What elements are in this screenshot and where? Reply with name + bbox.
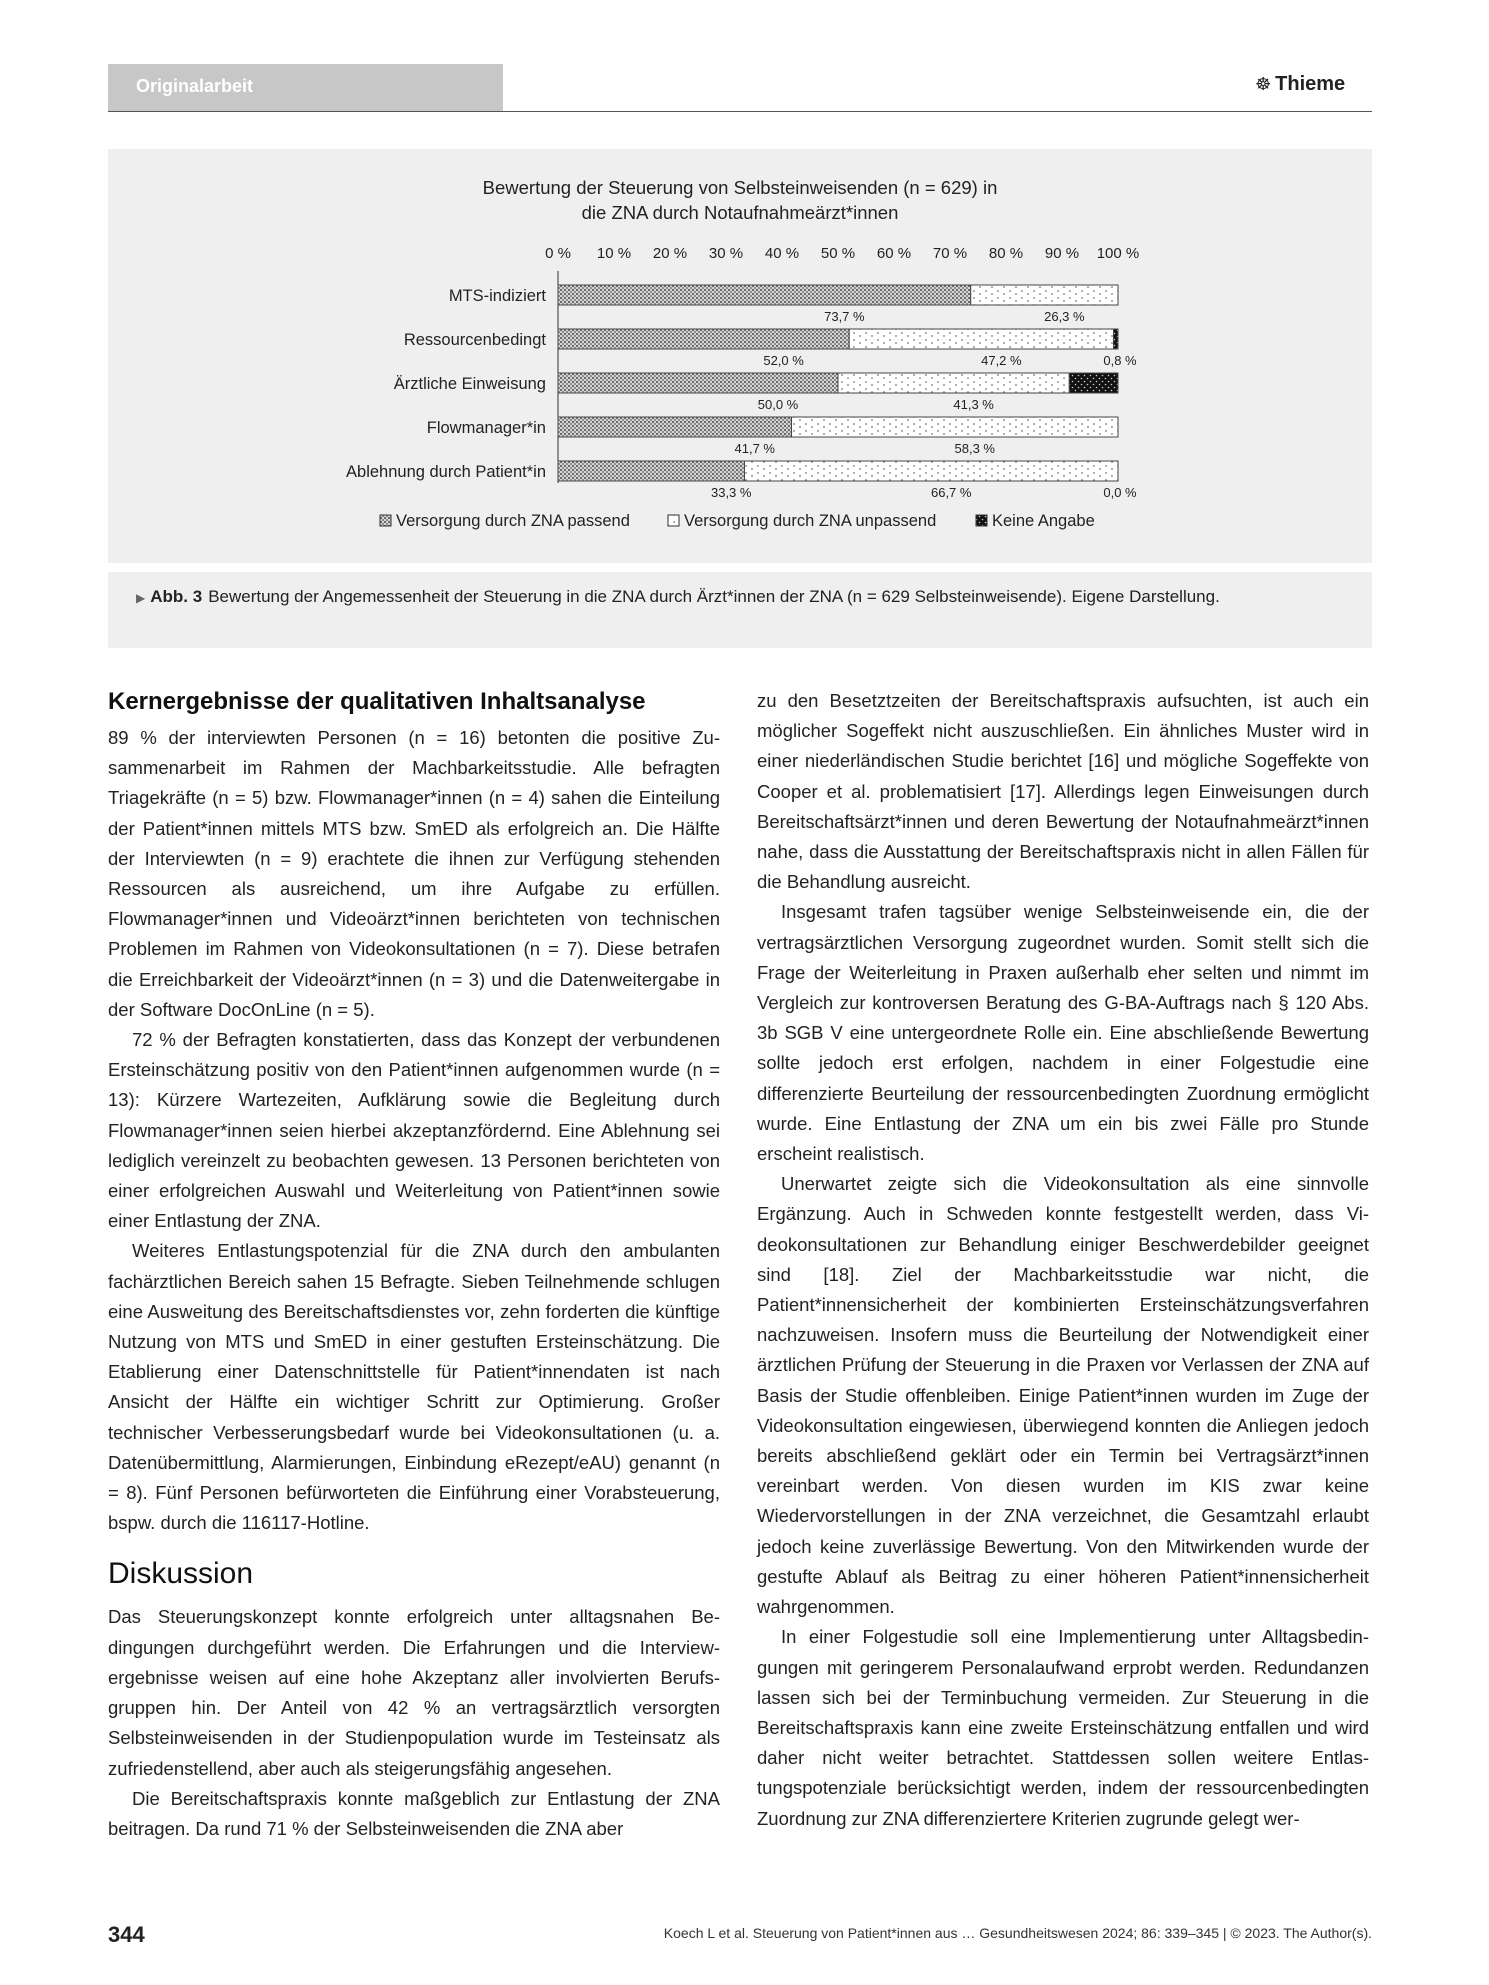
data-label: 47,2 %	[981, 353, 1022, 368]
data-label: 52,0 %	[763, 353, 804, 368]
figure-caption	[136, 587, 1336, 607]
bar-segment	[849, 329, 1113, 349]
paragraph: Weiteres Entlastungspotenzial für die ZNA durch den ambulanten fachärztlichen Bereich sahen 15 Befragte. Sieben Teilnehmende schlugen eine Ausweitung des Bereitschaftsdienstes vor, zehn forderten die künftige Nutzung von MTS und SmED in einer gestuften Ersteinschätzung. Die Etablierung einer Datenschnittstelle für Patient*innendaten ist nach Ansicht der Hälfte ein wichtiger Schritt zur Optimierung. Großer technischer Verbesserungsbedarf wurde bei Videokonsultationen (u. a. Datenübermittlung, Alarmierungen, Einbindung eRezept/eAU) genannt (n = 8). Fünf Personen befürworteten die Einführung einer Vorabsteuerung, bspw. durch die 116117-Hotline.	[108, 1240, 720, 1534]
caption-label: Abb. 3	[150, 587, 203, 606]
publisher-name: Thieme	[1275, 73, 1346, 95]
legend-swatch	[380, 515, 391, 526]
category-label: Ärztliche Einweisung	[393, 375, 546, 393]
bar-segment	[838, 373, 1069, 393]
caption-triangle-icon: ▶	[136, 591, 146, 605]
category-label: Ablehnung durch Patient*in	[346, 463, 546, 481]
header-rule	[108, 111, 1372, 112]
paragraph: In einer Folgestudie soll eine Implementierung unter Alltagsbedingungen mit geringerem Personalaufwand erprobt werden. Redundanzen lassen sich bei der Terminbuchung vermeiden. Zur Steuerung in die Bereitschaftspraxis kann eine zweite Ersteinschätzung entfallen und wird daher nicht weiter betrachtet. Stattdessen sollen weitere Entlastungspotenziale berücksichtigt werden, indem der ressourcenbedingten Zuordnung zur ZNA differenziertere Kriterien zugrunde gelegt wer-	[757, 1626, 1369, 1829]
data-label: 0,0 %	[1103, 485, 1137, 500]
bar-segment	[558, 285, 971, 305]
paragraph: Unerwartet zeigte sich die Videokonsultation als eine sinnvolle Ergänzung. Auch in Schweden konnte festgestellt werden, dass Videokonsultationen zur Behandlung einiger Beschwerdebilder geeignet sind [18]. Ziel der Machbarkeitsstudie war nicht, die Patient*innensicherheit der kombinierten Ersteinschätzungsverfahren nachzuweisen. Insofern muss die Beurteilung der Notwendigkeit einer ärztlichen Prüfung der Steuerung in die Praxen vor Verlassen der ZNA auf Basis der Studie offenbleiben. Einige Patient*innen wurden im Zuge der Videokonsultation eingewiesen, überwiegend konnten die Anliegen jedoch bereits abschließend geklärt oder ein Termin bei Vertragsärzt*innen vereinbart werden. Von diesen wurden im KIS zwar keine Wiedervorstellungen in der ZNA verzeichnet, die Gesamtzahl erlaubt jedoch keine zuverlässige Bewertung. Von den Mitwirkenden wurde der gestufte Ablauf als Beitrag zu einer höheren Patient*innensicherheit wahrgenommen.	[757, 1173, 1369, 1618]
x-tick-label: 100 %	[1096, 245, 1140, 262]
bar-segment	[558, 417, 792, 437]
publisher-logo	[1255, 73, 1345, 96]
data-label: 66,7 %	[930, 485, 972, 500]
chart-title-line-2: die ZNA durch Notaufnahmeärzt*innen	[581, 202, 899, 223]
bar-segment	[1069, 373, 1118, 393]
legend-swatch	[668, 515, 679, 526]
bar-segment	[792, 417, 1118, 437]
paragraph: Die Bereitschaftspraxis konnte maßgeblich zur Entlastung der ZNA beitragen. Da rund 71 % der Selbsteinweisenden die ZNA aber	[108, 1787, 720, 1839]
thieme-seal-icon: ☸	[1255, 74, 1272, 94]
stacked-bar-chart	[108, 149, 1372, 563]
footer-citation: Koech L et al. Steuerung von Patient*innen aus … Gesundheitswesen 2024; 86: 339–345 | © 2023. The Author(s).	[663, 1925, 1372, 1941]
legend-label: Keine Angabe	[992, 512, 1095, 530]
x-tick-label: 90 %	[1044, 245, 1080, 262]
heading-kernergebnisse: Kernergebnisse der qualitativen Inhaltsanalyse	[108, 688, 646, 715]
chart-title-line-1: Bewertung der Steuerung von Selbsteinweisenden (n = 629) in	[482, 177, 998, 198]
left-column	[108, 686, 720, 1844]
x-tick-label: 80 %	[988, 245, 1024, 262]
x-tick-label: 50 %	[820, 245, 856, 262]
bar-segment	[558, 329, 849, 349]
data-label: 50,0 %	[757, 397, 799, 412]
right-column	[757, 686, 1369, 1834]
x-tick-label: 0 %	[545, 245, 571, 262]
paragraph: 89 % der interviewten Personen (n = 16) betonten die positive Zusammenarbeit im Rahmen der Machbarkeitsstudie. Alle befragten Triagekräfte (n = 5) bzw. Flowmanager*innen (n = 4) sahen die Einteilung der Patient*innen mittels MTS bzw. SmED als erfolgreich an. Die Hälfte der Interviewten (n = 9) erachtete die ihnen zur Verfügung stehenden Ressourcen als ausreichend, um ihre Aufgabe zu erfüllen. Flowmanager*innen und Videoärzt*innen berichteten von technischen Problemen im Rahmen von Videokonsultationen (n = 7). Diese betrafen die Erreichbarkeit der Videoärzt*innen (n = 3) und die Datenweitergabe in der Software DocOnLine (n = 5).	[108, 727, 720, 1020]
category-label: MTS-indiziert	[448, 287, 546, 305]
legend-swatch	[976, 515, 987, 526]
caption-background	[108, 572, 1372, 648]
bar-segment	[971, 285, 1118, 305]
bar-segment	[744, 461, 1118, 481]
x-tick-label: 70 %	[932, 245, 968, 262]
data-label: 41,7 %	[734, 441, 776, 456]
bar-segment	[558, 373, 838, 393]
data-label: 41,3 %	[953, 397, 994, 412]
category-label: Ressourcenbedingt	[403, 331, 546, 349]
caption-text: Bewertung der Angemessenheit der Steuerung in die ZNA durch Ärzt*innen der ZNA (n = 629 Selbsteinweisende). Eigene Darstellung.	[208, 587, 1220, 606]
paragraph: Das Steuerungskonzept konnte erfolgreich unter alltagsnahen Bedingungen durchgeführt werden. Die Erfahrungen und die Interviewergebnisse weisen auf eine hohe Akzeptanz aller involvierten Berufsgruppen hin. Der Anteil von 42 % an vertragsärztlich versorgten Selbsteinweisenden in der Studienpopulation wurde im Testeinsatz als zufriedenstellend, aber auch als steigerungsfähig angesehen.	[108, 1606, 720, 1779]
x-tick-label: 20 %	[652, 245, 688, 262]
data-label: 0,8 %	[1103, 353, 1137, 368]
category-label: Flowmanager*in	[426, 419, 546, 437]
data-label: 33,3 %	[710, 485, 752, 500]
bar-segment	[1114, 329, 1118, 349]
page-number: 344	[108, 1922, 145, 1947]
paragraph: 72 % der Befragten konstatierten, dass das Konzept der verbundenen Ersteinschätzung positiv von den Patient*innen aufgenommen wurde (n = 13): Kürzere Wartezeiten, Aufklärung sowie die Begleitung durch Flowmanager*innen seien hierbei akzeptanzfördernd. Eine Ablehnung sei lediglich vereinzelt zu beobachten gewesen. 13 Personen berichteten von einer erfolgreichen Auswahl und Weiterleitung von Patient*innen sowie einer Entlastung der ZNA.	[108, 1029, 720, 1232]
legend-label: Versorgung durch ZNA unpassend	[684, 512, 937, 530]
bar-segment	[558, 461, 744, 481]
section-label: Originalarbeit	[136, 76, 254, 96]
x-tick-label: 40 %	[764, 245, 800, 262]
data-label: 73,7 %	[824, 309, 865, 324]
data-label: 58,3 %	[954, 441, 996, 456]
x-tick-label: 10 %	[596, 245, 632, 262]
heading-diskussion: Diskussion	[108, 1557, 254, 1591]
paragraph: zu den Besetztzeiten der Bereitschaftspraxis aufsuchten, ist auch ein möglicher Sogeffekt nicht auszuschließen. Ein ähnliches Muster wird in einer niederländischen Studie berichtet [16] und mögliche Sogeffekte von Cooper et al. problematisiert [17]. Allerdings legen Einweisungen durch Bereitschaftsärzt*innen und deren Bewertung der Notaufnahmeärzt*innen nahe, dass die Ausstattung der Bereitschaftspraxis nicht in allen Fällen für die Behandlung ausreicht.	[757, 690, 1369, 893]
x-tick-label: 60 %	[876, 245, 912, 262]
legend-label: Versorgung durch ZNA passend	[396, 512, 630, 530]
x-tick-label: 30 %	[708, 245, 744, 262]
data-label: 26,3 %	[1044, 309, 1085, 324]
paragraph: Insgesamt trafen tagsüber wenige Selbsteinweisende ein, die der vertragsärztlichen Versorgung zugeordnet wurden. Somit stellt sich die Frage der Weiterleitung in Praxen außerhalb eher selten und nimmt im Vergleich zur kontroversen Beratung des G-BA-Auftrags nach § 120 Abs. 3b SGB V eine untergeordnete Rolle ein. Eine abschließende Bewertung sollte jedoch erst erfolgen, nachdem in einer Folgestudie eine differenzierte Beurteilung der ressourcenbedingten Zuordnung ermöglicht wurde. Eine Entlastung der ZNA um ein bis zwei Fälle pro Stunde erscheint realistisch.	[757, 901, 1369, 1165]
